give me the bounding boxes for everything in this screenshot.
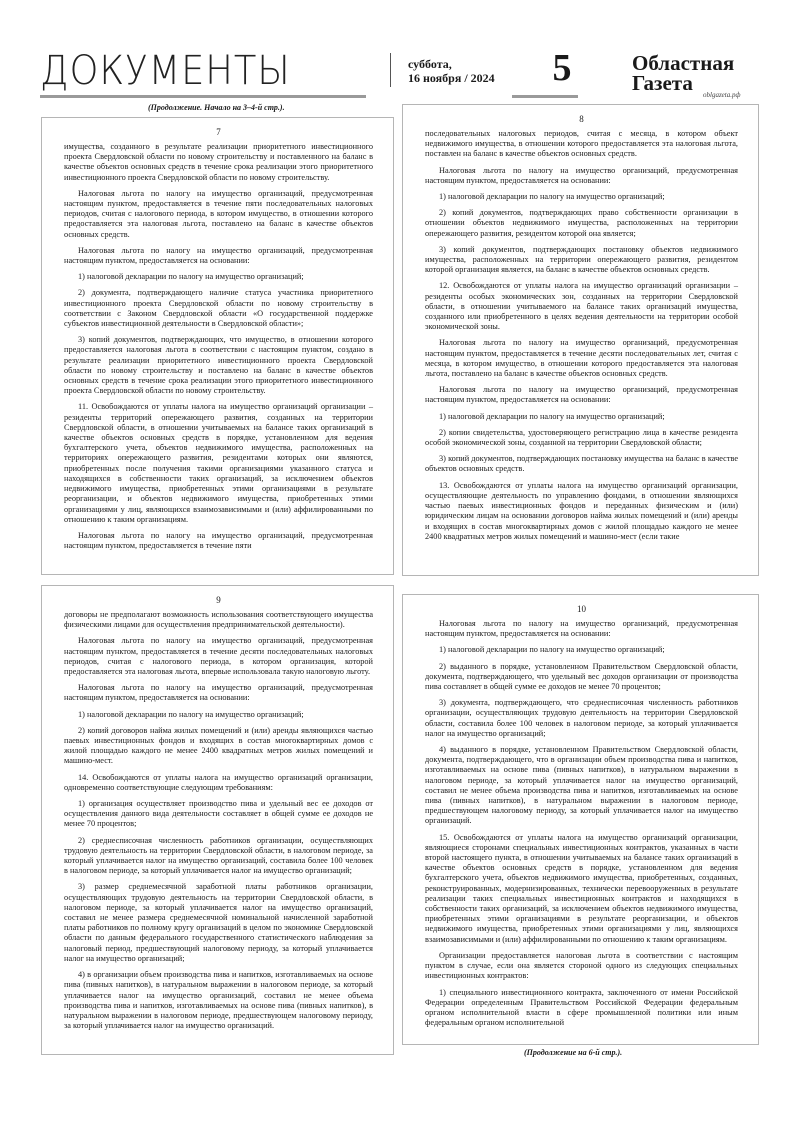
paragraph: Налоговая льгота по налогу на имущество организаций, предусмотренная настоящим пунктом, предоставляется на основании: <box>425 385 738 405</box>
paragraph: имущества, созданного в результате реализации приоритетного инвестиционного проекта Свердловской области по новому строительству и поставленного на баланс в качестве объектов основных средств в течение срока реализации этого приоритетного инвестиционного проекта Свердловской области по новому строительству. <box>64 142 373 182</box>
paragraph: 2) среднесписочная численность работников организации, осуществляющих трудовую деятельность на территории Свердловской области, в налоговом периоде, за который уплачивается налог на имущество организаций, составила более 100 человек в налоговом периоде, за который уплачивается налог на имущество организаций; <box>64 835 373 876</box>
paragraph: 1) организация осуществляет производство пива и удельный вес ее доходов от осуществления данного вида деятельности составляет в общей сумме ее доходов не менее 70 процентов; <box>64 799 373 829</box>
paragraph: 12. Освобождаются от уплаты налога на имущество организаций организации – резиденты особых экономических зон, созданных на территории Свердловской области, в отношении учитываемого на балансе таких организаций имущества, созданного или приобретенного в целях ведения деятельности на территории особой экономической зоны. <box>425 281 738 332</box>
document-page-7 <box>41 117 394 575</box>
paragraph: 3) копий документов, подтверждающих постановку объектов недвижимого имущества, расположенных на территории опережающего развития, резидентом которой организация является, на баланс в качестве объектов основных средств. <box>425 244 738 275</box>
page-number: 5 <box>552 47 572 89</box>
document-page-number: 8 <box>579 114 584 124</box>
paragraph: 2) документа, подтверждающего наличие статуса участника приоритетного инвестиционного проекта Свердловской области по новому строительству в соответствии с Законом Свердловской области «О государственной поддержке субъектов инвестиционной деятельности в Свердловской области»; <box>64 288 373 329</box>
header-underline-title <box>40 95 366 98</box>
paragraph: 1) налоговой декларации по налогу на имущество организаций; <box>78 272 304 282</box>
paragraph: 1) специального инвестиционного контракта, заключенного от имени Российской Федерации определенным Правительством Российской Федерации федеральным органом исполнительной власти в сфере промышленной политики или иным федеральным органом исполнительной <box>425 987 738 1028</box>
paragraph: 3) копий документов, подтверждающих, что имущество, в отношении которого предоставляется налоговая льгота в соответствии с настоящим пунктом, создано в результате реализации приоритетного инвестиционного проекта Свердловской области по новому строительству и поставлено на баланс в качестве объектов основных средств в течение срока реализации этого приоритетного инвестиционного проекта Свердловской области по новому строительству. <box>64 335 373 396</box>
paragraph: Налоговая льгота по налогу на имущество организаций, предусмотренная настоящим пунктом, предоставляется в течение пяти <box>64 530 373 551</box>
logo-line-1: Областная <box>632 51 735 75</box>
masthead <box>40 45 760 99</box>
document-page-number: 7 <box>216 127 221 137</box>
paragraph: договоры не предполагают возможность использования соответствующего имущества физическими лицами для осуществления предпринимательской деятельности). <box>64 610 373 630</box>
continuation-note-top: (Продолжение. Начало на 3–4-й стр.). <box>148 103 285 112</box>
paragraph: Налоговая льгота по налогу на имущество организаций, предусмотренная настоящим пунктом, предоставляется в течение десяти последовательных лет, считая с месяца, в котором имущество, в отношении которого предоставляется эта налоговая льгота, поставлено на баланс в качестве объектов основных средств. <box>425 338 738 379</box>
paragraph: Налоговая льгота по налогу на имущество организаций, предусмотренная настоящим пунктом, предоставляется на основании: <box>425 619 738 639</box>
paragraph: 2) копии свидетельства, удостоверяющего регистрацию лица в качестве резидента особой экономической зоны, созданной на территории Свердловской области; <box>425 427 738 448</box>
paragraph: 15. Освобождаются от уплаты налога на имущество организаций организации, являющиеся сторонами специальных инвестиционных контрактов, указанных в части второй настоящего пункта, в отношении учитываемых на балансе таких организаций в качестве объектов основных средств в порядке, установленном для ведения бухгалтерского учета, объектов недвижимого имущества, приобретенных, созданных, реконструированных, модернизированных, технически перевооруженных в результате реализации таких специальных инвестиционных контрактов и находящихся в собственности таких организаций, за исключением объектов недвижимого имущества, приобретенных этими организациями в результате реорганизации, и объектов недвижимого имущества, приобретенных этими организациями у лиц, являющихся взаимозависимыми и (или) аффилированными по отношению к таким организациям. <box>425 832 738 944</box>
paragraph: Налоговая льгота по налогу на имущество организаций, предусмотренная настоящим пунктом, предоставляется в течение десяти последовательных налоговых периодов, считая с налогового периода, в котором организация, которой предоставляется эта налоговая льгота, впервые использовала такую налоговую льготу. <box>64 636 373 677</box>
paragraph: 4) выданного в порядке, установленном Правительством Свердловской области, документа, подтверждающего, что в организации объем производства пива и напитков, изготавливаемых на основе пива (пивных напитков), в натуральном выражении в налоговом периоде, за который уплачивается налог на имущество организаций, составил не менее объема производства пива и напитков, изготавливаемых на основе пива (пивных напитков), в натуральном выражении в налоговом периоде, предшествующем налоговому периоду, за который уплачивается налог на имущество организаций. <box>425 745 738 826</box>
paragraph: 3) копий документов, подтверждающих постановку имущества на баланс в качестве объектов основных средств. <box>425 454 738 474</box>
paragraph: Организации предоставляется налоговая льгота в соответствии с настоящим пунктом в случае, если она является стороной одного из следующих специальных инвестиционных контрактов: <box>425 950 738 981</box>
paragraph: 11. Освобождаются от уплаты налога на имущество организаций организации – резиденты территорий опережающего развития, созданных на территории Свердловской области, в отношении учитываемых на балансе таких организаций в качестве объектов основных средств в порядке, установленном для ведения бухгалтерского учета, объектов недвижимого имущества, расположенных на территориях опережающего развития, резидентами которых они являются, приобретенных после получения такими организациями указанного статуса и находящихся в собственности таких организаций, за исключением объектов недвижимого имущества, приобретенных этими организациями в результате реорганизации, и объектов недвижимого имущества, приобретенных этими организациями у лиц, являющихся взаимозависимыми и (или) аффилированными по отношению к таким организациям. <box>64 402 373 524</box>
document-page-number: 10 <box>577 604 586 614</box>
paragraph: 2) копий документов, подтверждающих право собственности организации в отношении объектов недвижимого имущества, расположенных на территории опережающего развития, резидентом которой она является; <box>425 208 738 238</box>
paragraph: Налоговая льгота по налогу на имущество организаций, предусмотренная настоящим пунктом, предоставляется на основании: <box>64 245 373 266</box>
site-address: oblgazeta.рф <box>703 91 741 99</box>
paragraph: 3) документа, подтверждающего, что среднесписочная численность работников организации, осуществляющих трудовую деятельность на территории Свердловской области, составила более 100 человек в налоговом периоде, за который уплачивается налог на имущество организаций; <box>425 698 738 738</box>
paragraph: 13. Освобождаются от уплаты налога на имущество организаций организации, осуществляющие деятельность по управлению фондами, в отношении являющихся частью паевых инвестиционных фондов и переданных физическим и (или) юридическим лицам на основании договоров найма жилых помещений и (или) аренды и входящих в состав многоквартирных домов с жилой площадью каждого не менее 2400 квадратных метров жилых помещений и машино-мест (если такие <box>425 480 738 541</box>
document-page-10 <box>402 594 759 1045</box>
newspaper-logo <box>632 53 734 93</box>
paragraph: последовательных налоговых периодов, считая с месяца, в котором объект недвижимого имущества, в отношении которого предоставляется эта налоговая льгота, поставлен на баланс в качестве объектов основных средств. <box>425 129 738 159</box>
masthead-divider <box>390 53 391 87</box>
header-underline-page <box>512 95 578 98</box>
paragraph: 1) налоговой декларации по налогу на имущество организаций; <box>439 411 665 421</box>
logo-line-2: Газета <box>632 71 693 95</box>
issue-day: суббота, <box>408 57 452 71</box>
paragraph: Налоговая льгота по налогу на имущество организаций, предусмотренная настоящим пунктом, предоставляется на основании: <box>425 165 738 185</box>
paragraph: 4) в организации объем производства пива и напитков, изготавливаемых на основе пива (пивных напитков), в натуральном выражении в налоговом периоде, за который уплачивается налог на имущество организаций, составил не менее объема производства пива и напитков, изготавливаемых на основе пива (пивных напитков), в натуральном выражении в налоговом периоде, предшествующем налоговому периоду, за который уплачивается налог на имущество организаций. <box>64 970 373 1031</box>
paragraph: Налоговая льгота по налогу на имущество организаций, предусмотренная настоящим пунктом, предоставляется в течение пяти последовательных налоговых периодов, считая с налогового периода, в котором имущество, в отношении которого предоставляется эта налоговая льгота, поставлено на баланс в качестве объектов основных средств. <box>64 188 373 239</box>
document-page-8 <box>402 104 759 576</box>
issue-date <box>408 57 495 85</box>
paragraph: 2) копий договоров найма жилых помещений и (или) аренды являющихся частью паевых инвестиционных фондов и входящих в состав многоквартирных домов с жилой площадью каждого не менее 2400 квадратных метров жилых помещений и машино-мест. <box>64 725 373 766</box>
paragraph: 2) выданного в порядке, установленном Правительством Свердловской области, документа, подтверждающего, что удельный вес доходов организации от производства пива составляет в общей сумме ее доходов не менее 70 процентов; <box>425 661 738 692</box>
document-page-9 <box>41 585 394 1055</box>
section-title: ДОКУМЕНТЫ <box>40 48 291 94</box>
paragraph: 1) налоговой декларации по налогу на имущество организаций; <box>78 709 304 719</box>
paragraph: 3) размер среднемесячной заработной платы работников организации, осуществляющих трудовую деятельность на территории Свердловской области, в налоговом периоде, за который уплачивается налог на имущество организаций, составил не менее размера среднемесячной номинальной начисленной заработной платы работников по полному кругу организаций в целом по экономике Свердловской области по данным федерального государственного статистического наблюдения за налоговый период, предшествующий налоговому периоду, за который уплачивается налог на имущество организаций; <box>64 882 373 963</box>
paragraph: Налоговая льгота по налогу на имущество организаций, предусмотренная настоящим пунктом, предоставляется на основании: <box>64 683 373 703</box>
issue-date-value: 16 ноября / 2024 <box>408 71 495 85</box>
paragraph: 1) налоговой декларации по налогу на имущество организаций; <box>439 192 665 202</box>
continuation-note-bottom: (Продолжение на 6-й стр.). <box>524 1048 623 1057</box>
document-page-number: 9 <box>216 595 221 605</box>
paragraph: 14. Освобождаются от уплаты налога на имущество организаций организации, одновременно соответствующие следующим требованиям: <box>64 772 373 792</box>
paragraph: 1) налоговой декларации по налогу на имущество организаций; <box>439 645 665 655</box>
